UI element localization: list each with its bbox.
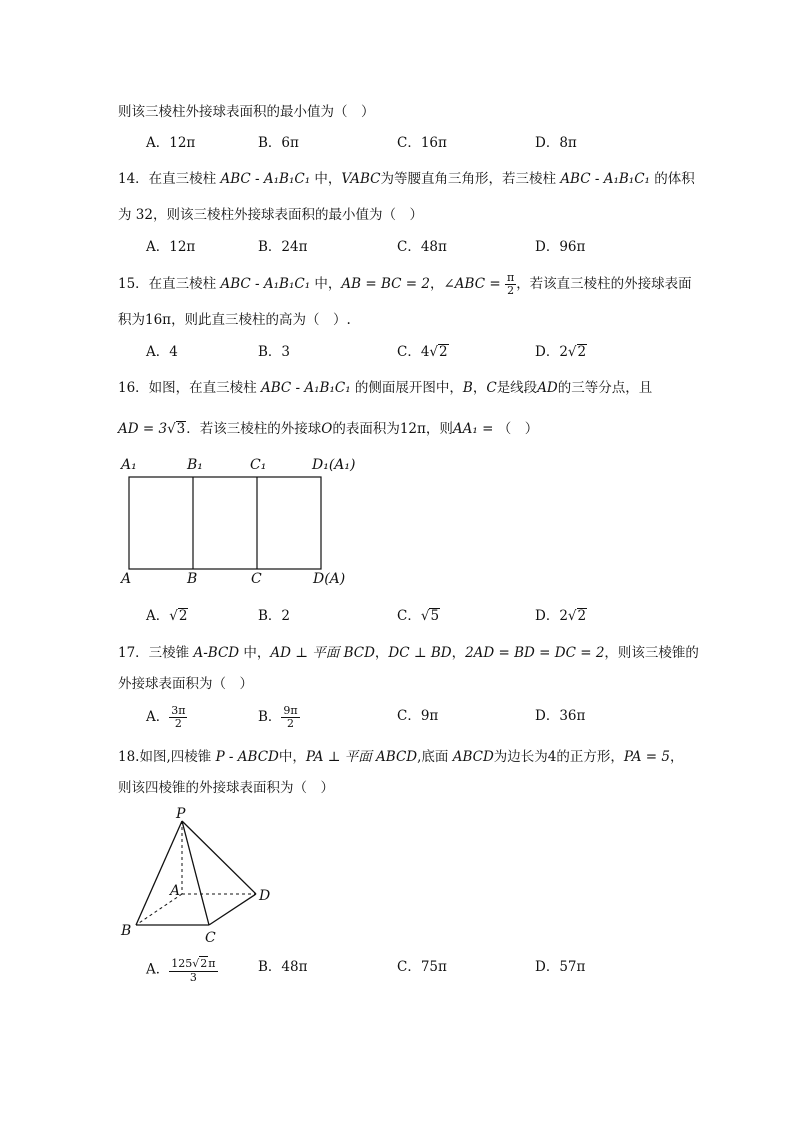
edge-pb [136, 821, 182, 925]
q15-options [146, 341, 706, 363]
label-a1: A₁ [121, 457, 137, 473]
q15-stem-line2: 积为16π，则此直三棱柱的高为（ ）. [118, 312, 351, 328]
label-c: C [205, 930, 216, 946]
q16-stem-line2: AD = 3√3．若该三棱柱的外接球O的表面积为12π，则AA₁ = （ ） [118, 421, 539, 437]
label-a: A [170, 883, 181, 899]
label-c: C [251, 571, 262, 587]
q15-option-d[interactable]: D．2√2 [535, 344, 587, 360]
q17-option-c[interactable]: C．9π [397, 708, 439, 724]
q18-option-d[interactable]: D．57π [535, 959, 586, 975]
q18-options [146, 956, 706, 988]
q17-stem-line1: 17．三棱锥 A-BCD 中，AD ⊥ 平面 BCD，DC ⊥ BD，2AD = BD = DC = 2，则该三棱锥的 [118, 645, 699, 661]
q14-option-a[interactable]: A．12π [146, 239, 196, 255]
q18-stem-line1: 18.如图,四棱锥 P - ABCD中，PA ⊥ 平面 ABCD,底面 ABCD为边长为4的正方形，PA = 5， [118, 749, 684, 765]
label-d-a: D(A) [313, 571, 346, 587]
q15-option-a[interactable]: A．4 [146, 344, 178, 360]
edge-pd [182, 821, 256, 894]
label-b: B [187, 571, 198, 587]
q18-stem-line2: 则该四棱锥的外接球表面积为（ ） [118, 780, 334, 796]
pyramid-figure [112, 803, 282, 948]
q15-option-b[interactable]: B．3 [258, 344, 291, 360]
q13-option-b[interactable]: B．6π [258, 135, 299, 151]
q13-options [146, 132, 706, 154]
label-d1-a1: D₁(A₁) [312, 457, 356, 473]
q18-option-c[interactable]: C．75π [397, 959, 447, 975]
q17-stem-line2: 外接球表面积为（ ） [118, 676, 253, 692]
q16-option-c[interactable]: C．√5 [397, 608, 440, 624]
q17-option-a[interactable]: A． $\frac{3\pi}{2}$ [146, 704, 186, 730]
q14-options [146, 236, 706, 258]
q14-option-c[interactable]: C．48π [397, 239, 447, 255]
edge-cd [209, 894, 256, 925]
pi-over-2-fraction: $\frac{\pi}{2}$ [506, 271, 515, 297]
q17-option-d[interactable]: D．36π [535, 708, 586, 724]
q15-option-c[interactable]: C．4√2 [397, 344, 448, 360]
q16-option-a[interactable]: A．√2 [146, 608, 188, 624]
label-b: B [121, 923, 132, 939]
q13-option-d[interactable]: D．8π [535, 135, 577, 151]
q13-option-a[interactable]: A．12π [146, 135, 196, 151]
q14-stem-line1: 14．在直三棱柱 ABC - A₁B₁C₁ 中，VABC为等腰直角三角形，若三棱柱 ABC - A₁B₁C₁ 的体积 [118, 171, 695, 187]
q16-option-b[interactable]: B．2 [258, 608, 291, 624]
edge-pc [182, 821, 209, 925]
q14-option-d[interactable]: D．96π [535, 239, 586, 255]
label-c1: C₁ [250, 457, 267, 473]
label-p: P [176, 806, 186, 822]
q17-options [146, 705, 706, 735]
label-d: D [259, 888, 271, 904]
q18-option-a[interactable]: A． $\frac{125√2\pi}{3}$ [146, 957, 216, 984]
q13-option-c[interactable]: C．16π [397, 135, 447, 151]
q18-option-b[interactable]: B．48π [258, 959, 308, 975]
q15-stem-line1: 15．在直三棱柱 ABC - A₁B₁C₁ 中，AB = BC = 2，∠ABC = $\frac{\pi}{2}$ ，若该直三棱柱的外接球表面 [118, 271, 692, 297]
label-b1: B₁ [187, 457, 203, 473]
q16-option-d[interactable]: D．2√2 [535, 608, 587, 624]
prism-net-figure [112, 452, 372, 592]
label-a: A [121, 571, 132, 587]
q13-stem: 则该三棱柱外接球表面积的最小值为（ ） [118, 104, 375, 120]
q14-option-b[interactable]: B．24π [258, 239, 308, 255]
net-outline [129, 477, 321, 569]
q17-option-b[interactable]: B． $\frac{9\pi}{2}$ [258, 704, 298, 730]
q14-stem-line2: 为 32，则该三棱柱外接球表面积的最小值为（ ） [118, 207, 423, 223]
q16-options [146, 605, 706, 627]
q16-stem-line1: 16．如图，在直三棱柱 ABC - A₁B₁C₁ 的侧面展开图中，B，C是线段AD的三等分点，且 [118, 380, 653, 396]
